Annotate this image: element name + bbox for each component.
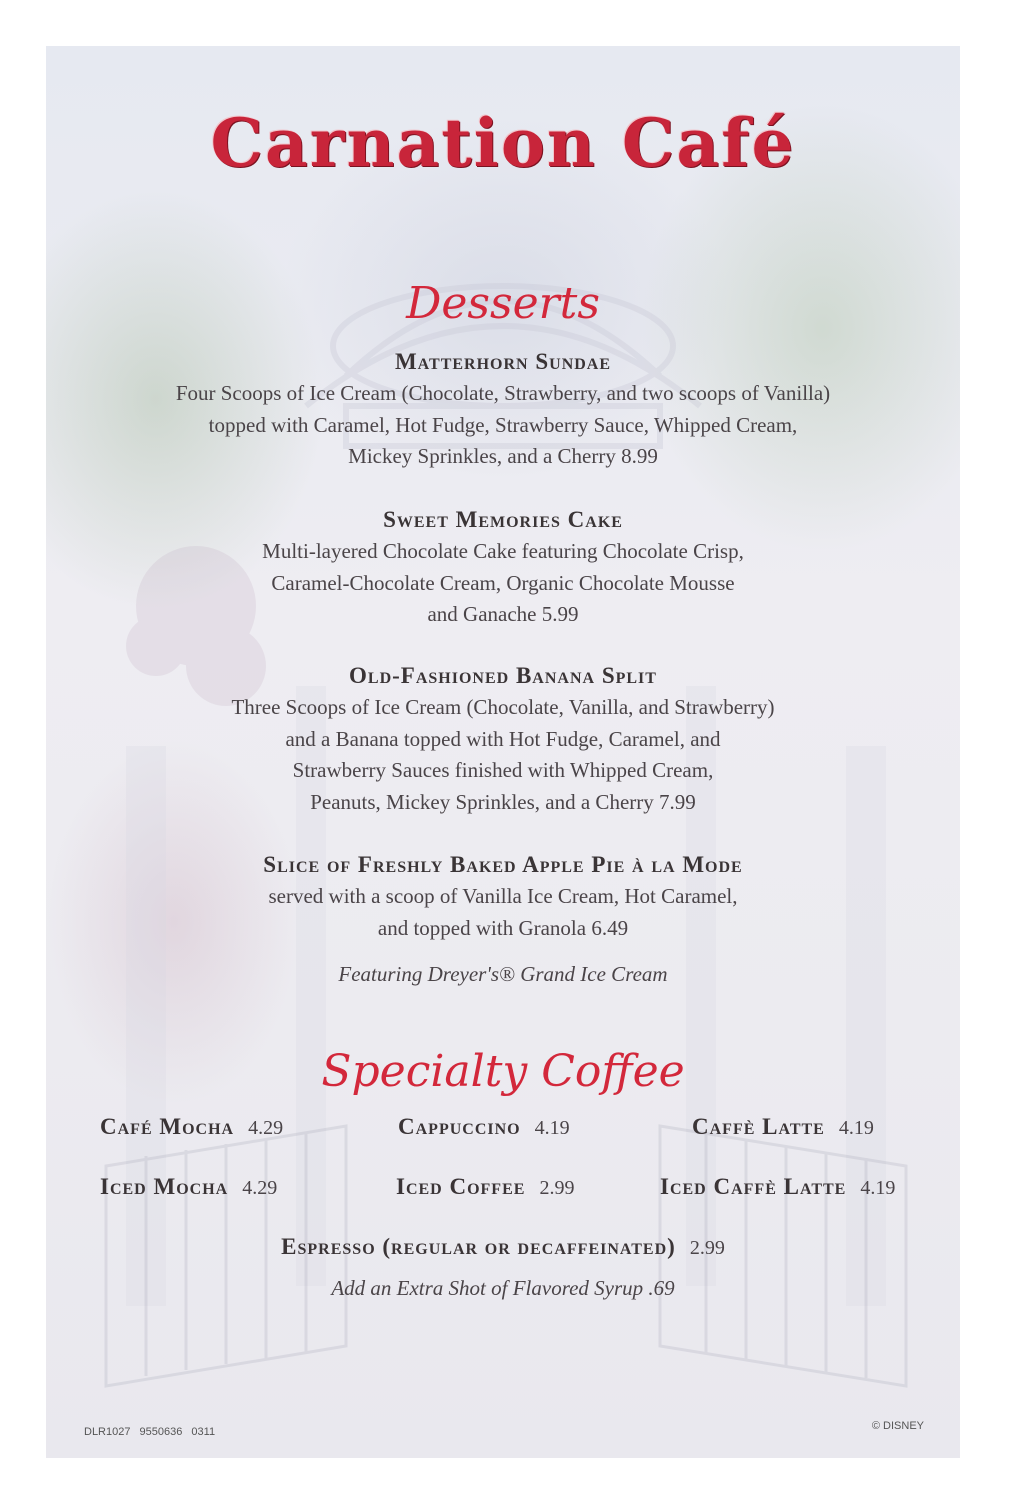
cafe-name: Carnation Café xyxy=(210,104,796,182)
dessert-desc-line: Three Scoops of Ice Cream (Chocolate, Vanilla, and Strawberry) xyxy=(231,695,775,719)
dessert-desc-line: and a Banana topped with Hot Fudge, Caramel, and xyxy=(285,726,721,751)
dessert-desc-line: Four Scoops of Ice Cream (Chocolate, Strawberry, and two scoops of Vanilla) xyxy=(175,381,831,405)
coffee-price: 2.99 xyxy=(539,1177,575,1199)
dessert-name: Slice of Freshly Baked Apple Pie à la Mode xyxy=(263,852,743,877)
coffee-item-iced-caffe-latte xyxy=(660,1174,895,1200)
coffee-price: 4.29 xyxy=(242,1177,278,1199)
coffee-price: 2.99 xyxy=(689,1237,725,1259)
coffee-item-cafe-mocha xyxy=(100,1114,283,1140)
coffee-name: Café Mocha xyxy=(100,1114,235,1139)
coffee-name: Cappuccino xyxy=(398,1114,521,1139)
dessert-item-matterhorn-sundae xyxy=(86,346,920,473)
coffee-name: Espresso (regular or decaffeinated) xyxy=(281,1234,676,1259)
dessert-item-sweet-memories-cake xyxy=(86,504,920,631)
dessert-desc-line: Caramel-Chocolate Cream, Organic Chocolate Mousse xyxy=(271,570,735,595)
dessert-item-banana-split xyxy=(86,660,920,818)
dessert-item-apple-pie xyxy=(86,849,920,944)
dessert-desc-line: Strawberry Sauces finished with Whipped Cream, xyxy=(292,758,714,782)
ice-cream-note: Featuring Dreyer's® Grand Ice Cream xyxy=(338,962,668,986)
menu-code: DLR1027 9550636 0311 xyxy=(84,1426,216,1438)
dessert-name: Matterhorn Sundae xyxy=(394,349,612,374)
dessert-desc-line: Mickey Sprinkles, and a Cherry 8.99 xyxy=(348,444,658,468)
dessert-name: Sweet Memories Cake xyxy=(383,507,623,532)
dessert-desc-line: served with a scoop of Vanilla Ice Cream, Hot Caramel, xyxy=(268,884,738,908)
specialty-coffee-title: Specialty Coffee xyxy=(321,1046,685,1097)
coffee-price: 4.29 xyxy=(248,1117,284,1139)
dessert-desc-line: Peanuts, Mickey Sprinkles, and a Cherry 7.99 xyxy=(310,789,696,814)
coffee-price: 4.19 xyxy=(838,1117,874,1139)
coffee-name: Caffè Latte xyxy=(692,1114,825,1139)
flavored-syrup-addon: Add an Extra Shot of Flavored Syrup .69 xyxy=(331,1276,675,1300)
coffee-item-iced-mocha xyxy=(100,1174,277,1200)
dessert-name: Old-Fashioned Banana Split xyxy=(349,663,657,688)
desserts-title: Desserts xyxy=(406,278,600,329)
dessert-desc-line: Multi-layered Chocolate Cake featuring Chocolate Crisp, xyxy=(262,539,744,563)
coffee-price: 4.19 xyxy=(534,1117,570,1139)
coffee-item-caffe-latte xyxy=(692,1114,874,1140)
copyright: © DISNEY xyxy=(871,1420,924,1432)
coffee-item-iced-coffee xyxy=(396,1174,574,1200)
dessert-desc-line: and topped with Granola 6.49 xyxy=(377,915,629,940)
coffee-item-espresso xyxy=(46,1234,960,1260)
dessert-desc-line: and Ganache 5.99 xyxy=(427,602,579,626)
coffee-name: Iced Mocha xyxy=(100,1174,229,1199)
dessert-desc-line: topped with Caramel, Hot Fudge, Strawberry Sauce, Whipped Cream, xyxy=(208,412,798,437)
coffee-name: Iced Caffè Latte xyxy=(660,1174,847,1199)
menu-card xyxy=(46,46,960,1458)
coffee-name: Iced Coffee xyxy=(396,1174,526,1199)
coffee-item-cappuccino xyxy=(398,1114,570,1140)
coffee-price: 4.19 xyxy=(860,1177,896,1199)
